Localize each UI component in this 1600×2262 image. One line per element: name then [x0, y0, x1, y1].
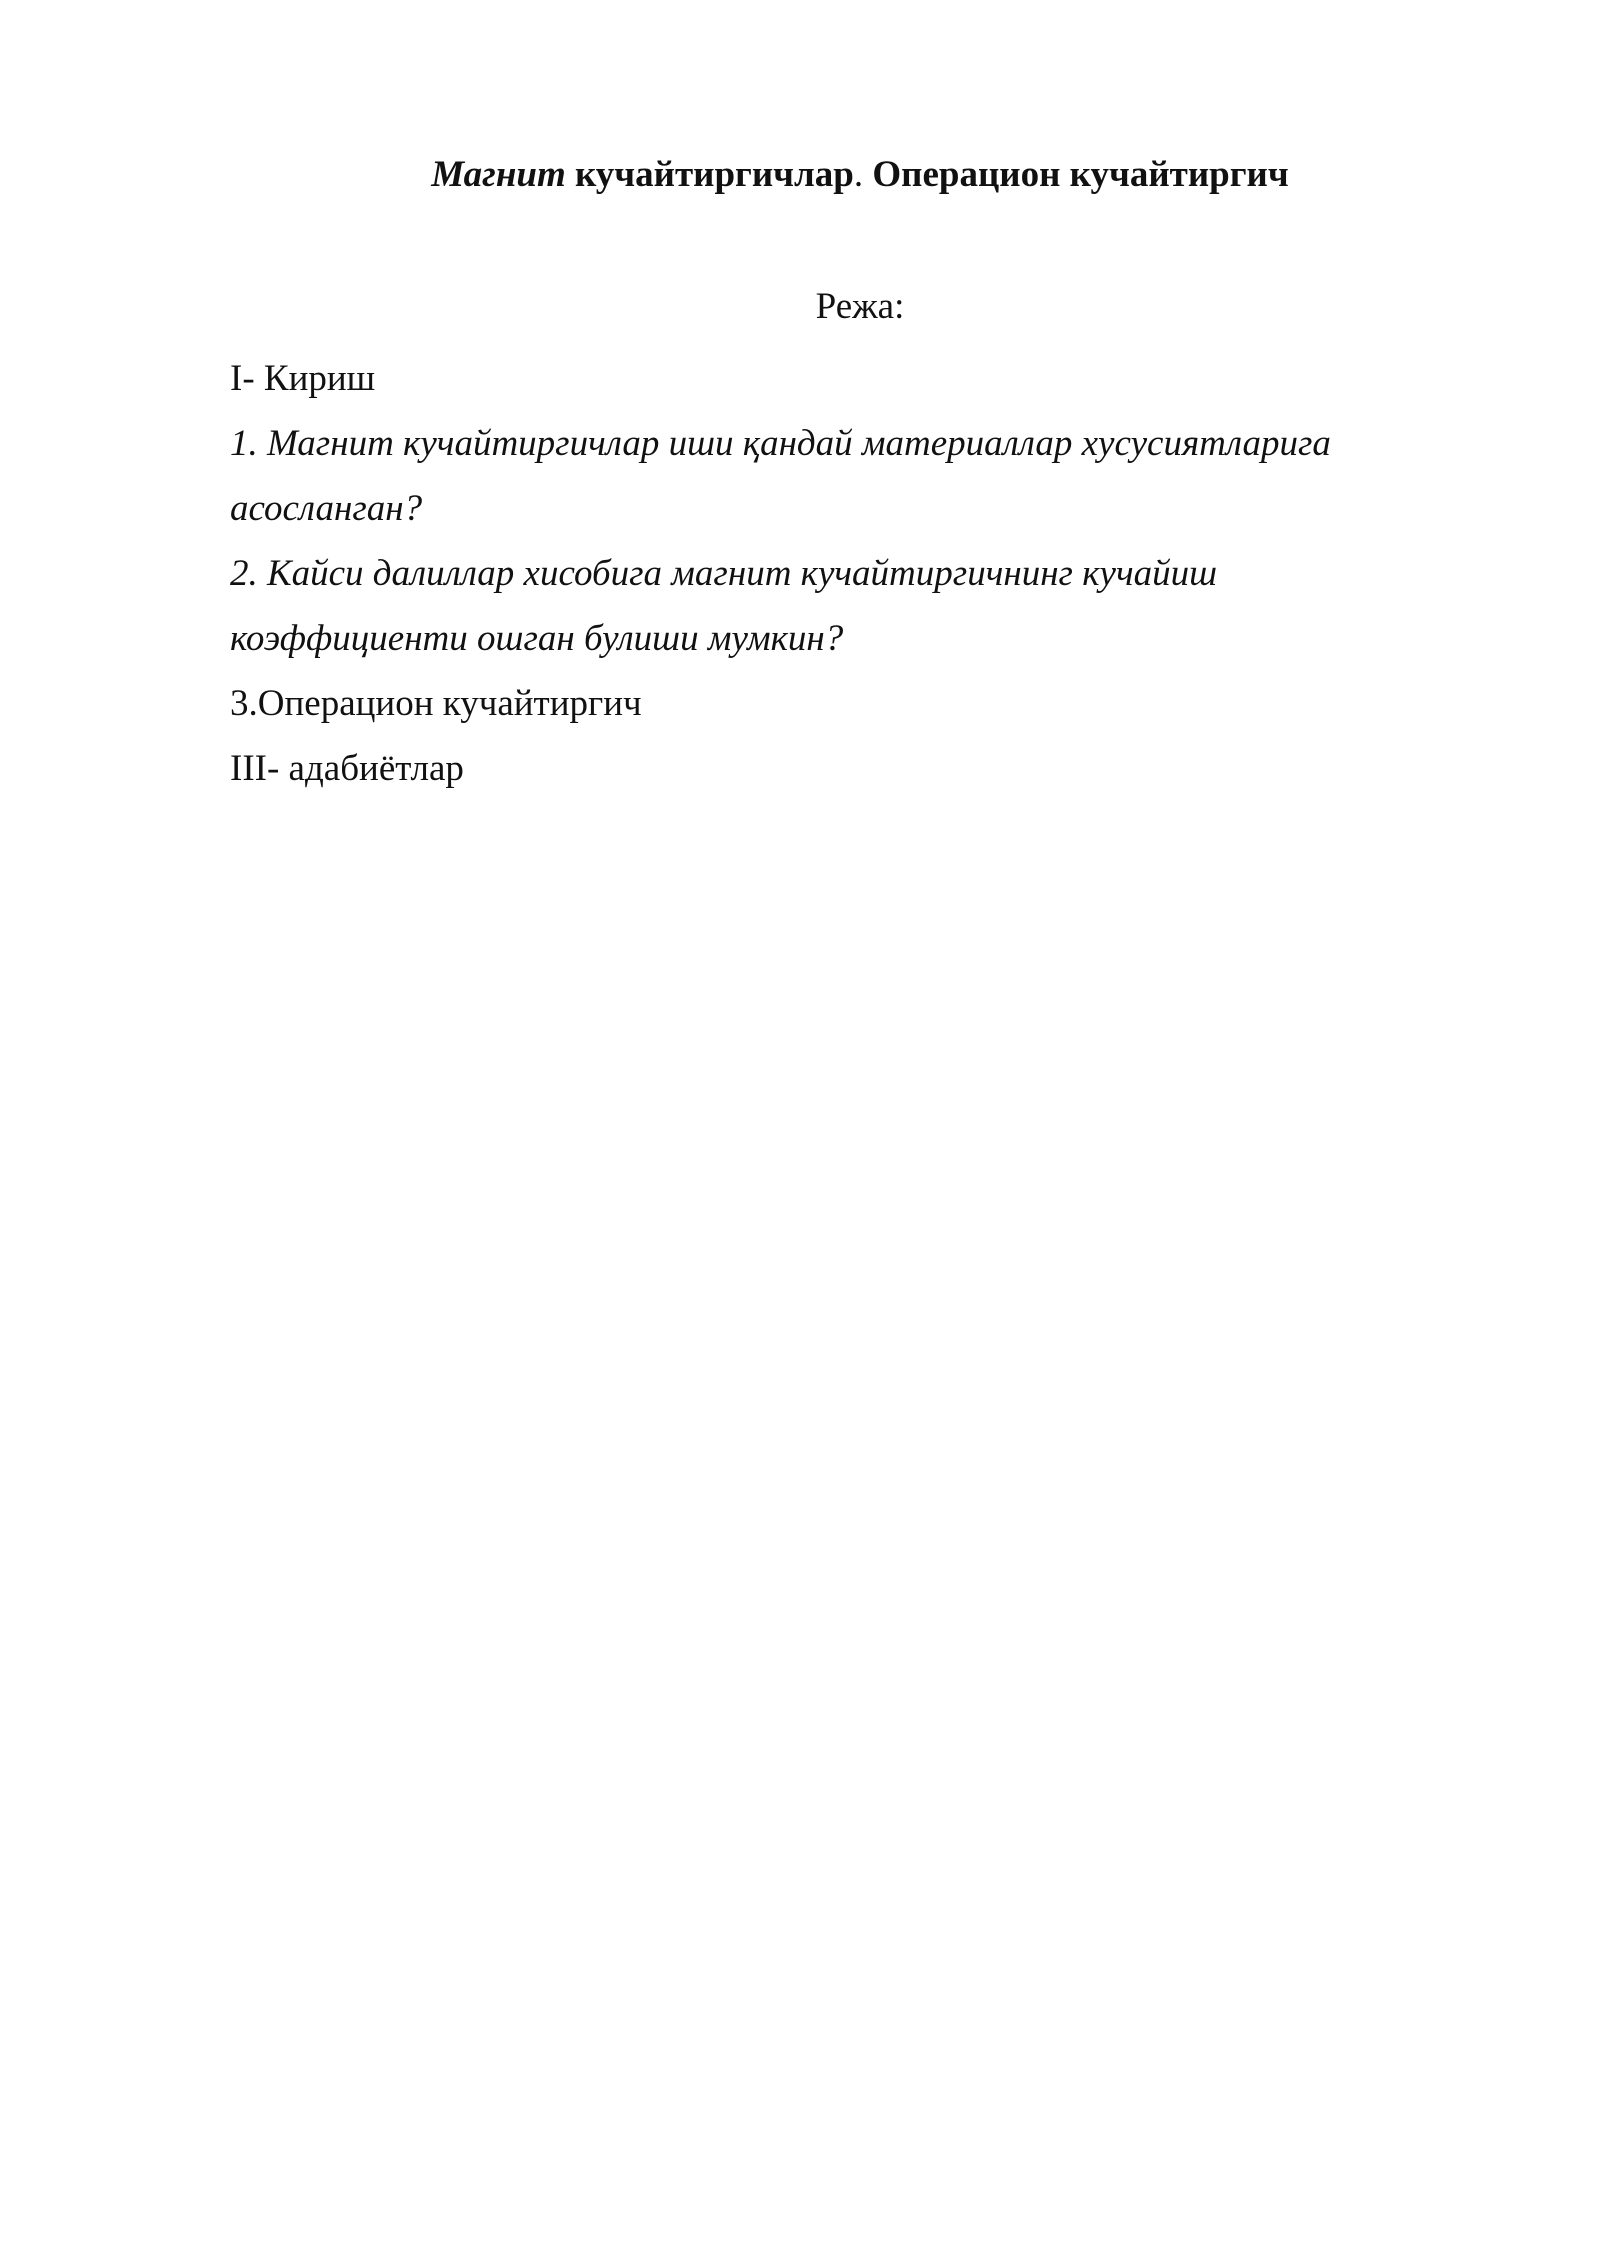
title-second-part: Операцион кучайтиргич	[872, 154, 1289, 195]
document-title	[230, 150, 1490, 200]
plan-item-2-line-2: коэффициенти ошган булиши мумкин?	[230, 618, 844, 659]
title-separator: .	[853, 154, 873, 195]
plan-item-3: 3.Операцион кучайтиргич	[230, 683, 642, 724]
plan-item-2-line-1: 2. Кайси далиллар хисобига магнит кучайтиргичнинг кучайиш	[230, 553, 1218, 594]
plan-heading: Режа:	[815, 286, 905, 327]
plan-item-intro: I- Кириш	[230, 358, 376, 399]
plan-list	[230, 346, 1410, 801]
plan-item-references: III- адабиётлар	[230, 748, 464, 789]
title-italic-part: Магнит	[431, 154, 566, 195]
title-rest-part: кучайтиргичлар	[565, 154, 854, 195]
plan-item-1-line-1: 1. Магнит кучайтиргичлар иши қандай материаллар хусусиятларига	[230, 423, 1331, 464]
plan-item-1-line-2: асосланган?	[230, 488, 423, 529]
